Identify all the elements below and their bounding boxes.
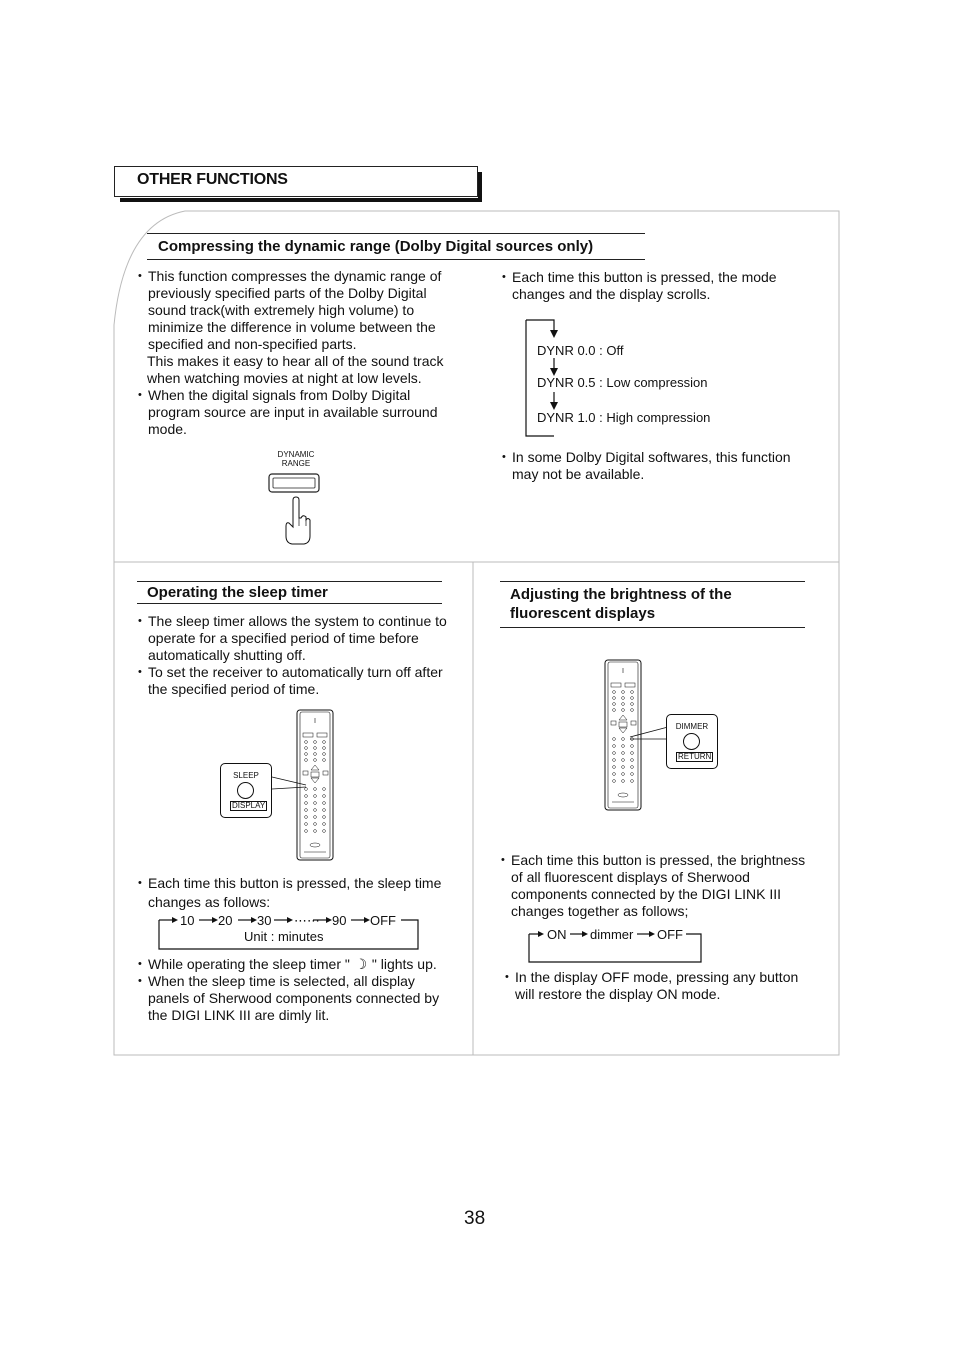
heading-rule-top	[137, 581, 442, 582]
section-title: OTHER FUNCTIONS	[137, 171, 288, 188]
list-item: • Each time this button is pressed, the mode changes and the display scrolls.	[502, 269, 802, 303]
button-label-line1: DYNAMIC	[277, 450, 315, 459]
sleep-indicator-icon: ☽	[354, 956, 368, 972]
heading-rule-bottom	[500, 627, 805, 628]
list-item: • In the display OFF mode, pressing any button will restore the display ON mode.	[505, 969, 815, 1003]
list-item: • In some Dolby Digital softwares, this function may not be available.	[502, 449, 807, 483]
brightness-cycle-bullet	[501, 852, 811, 920]
dimmer-label: DIMMER	[675, 722, 709, 731]
mode-dynr-1-0: DYNR 1.0 : High compression	[537, 410, 711, 425]
sleep-button[interactable]	[237, 782, 254, 799]
sleep-timer-bullets-top	[138, 613, 450, 698]
sleep-cycle-10: 10	[180, 913, 195, 928]
indicator-text-before: While operating the sleep timer "	[148, 956, 350, 972]
brightness-off-bullet	[505, 969, 815, 1003]
sleep-timer-heading: Operating the sleep timer	[147, 584, 328, 601]
button-label-line2: RANGE	[281, 459, 311, 468]
list-item: • The sleep timer allows the system to continue to operate for a specified period of time before automatically shutting off.	[138, 613, 450, 664]
brightness-cycle-on: ON	[547, 927, 567, 942]
list-item	[138, 956, 456, 973]
heading-rule-top	[500, 581, 805, 582]
brightness-cycle-off: OFF	[657, 927, 683, 942]
dynamic-range-bullets-left	[138, 268, 458, 438]
indicator-text-after: " lights up.	[371, 956, 437, 972]
brightness-heading: Adjusting the brightness of the fluorescent displays	[510, 586, 732, 622]
dynamic-range-heading: Compressing the dynamic range (Dolby Digital sources only)	[158, 238, 594, 255]
dynamic-range-bullets-right	[502, 269, 802, 303]
dimmer-callout	[666, 714, 718, 769]
sleep-timer-cycle-bullet	[138, 874, 456, 912]
dimmer-button[interactable]	[683, 733, 700, 750]
sleep-cycle-ellipsis: ⋯⋯	[294, 913, 320, 928]
callout-leader	[270, 775, 310, 795]
sleep-cycle-unit: Unit : minutes	[244, 929, 324, 944]
list-item: • When the digital signals from Dolby Digital program source are input in available surround mode.	[138, 387, 458, 438]
sleep-callout	[220, 763, 272, 818]
sleep-cycle-30: 30	[257, 913, 272, 928]
heading-rule-bottom	[147, 259, 645, 260]
mode-dynr-0-5: DYNR 0.5 : Low compression	[537, 375, 708, 390]
return-label: RETURN	[678, 752, 712, 761]
pointing-hand-icon	[280, 496, 316, 546]
sleep-cycle-off: OFF	[370, 913, 396, 928]
list-item: This makes it easy to hear all of the sound track when watching movies at night at low levels.	[147, 353, 444, 386]
display-label: DISPLAY	[232, 801, 266, 810]
sleep-label: SLEEP	[233, 771, 259, 780]
mode-dynr-0-0: DYNR 0.0 : Off	[537, 343, 624, 358]
list-item: • This function compresses the dynamic range of previously specified parts of the Dolby Digital sound track(with extremely high volume) to minimize the difference in volume between the specified and non-specified parts.	[138, 268, 458, 353]
sleep-cycle-90: 90	[332, 913, 347, 928]
sleep-cycle-20: 20	[218, 913, 233, 928]
sleep-timer-bullets-bottom	[138, 956, 456, 1024]
list-item: • Each time this button is pressed, the brightness of all fluorescent displays of Sherwood components connected by the DIGI LINK III changes together as follows;	[501, 852, 811, 920]
list-item: • When the sleep time is selected, all display panels of Sherwood components connected by the DIGI LINK III are dimly lit.	[138, 973, 456, 1024]
dynamic-range-note	[502, 449, 807, 483]
heading-rule-top	[147, 233, 645, 234]
dynamic-range-button-label	[262, 450, 330, 468]
list-item: • Each time this button is pressed, the sleep time changes as follows:	[138, 874, 456, 912]
page-number: 38	[464, 1208, 486, 1229]
list-item: • To set the receiver to automatically turn off after the specified period of time.	[138, 664, 450, 698]
callout-leader	[626, 725, 670, 745]
brightness-cycle-dimmer: dimmer	[590, 927, 634, 942]
heading-rule-bottom	[137, 603, 442, 604]
